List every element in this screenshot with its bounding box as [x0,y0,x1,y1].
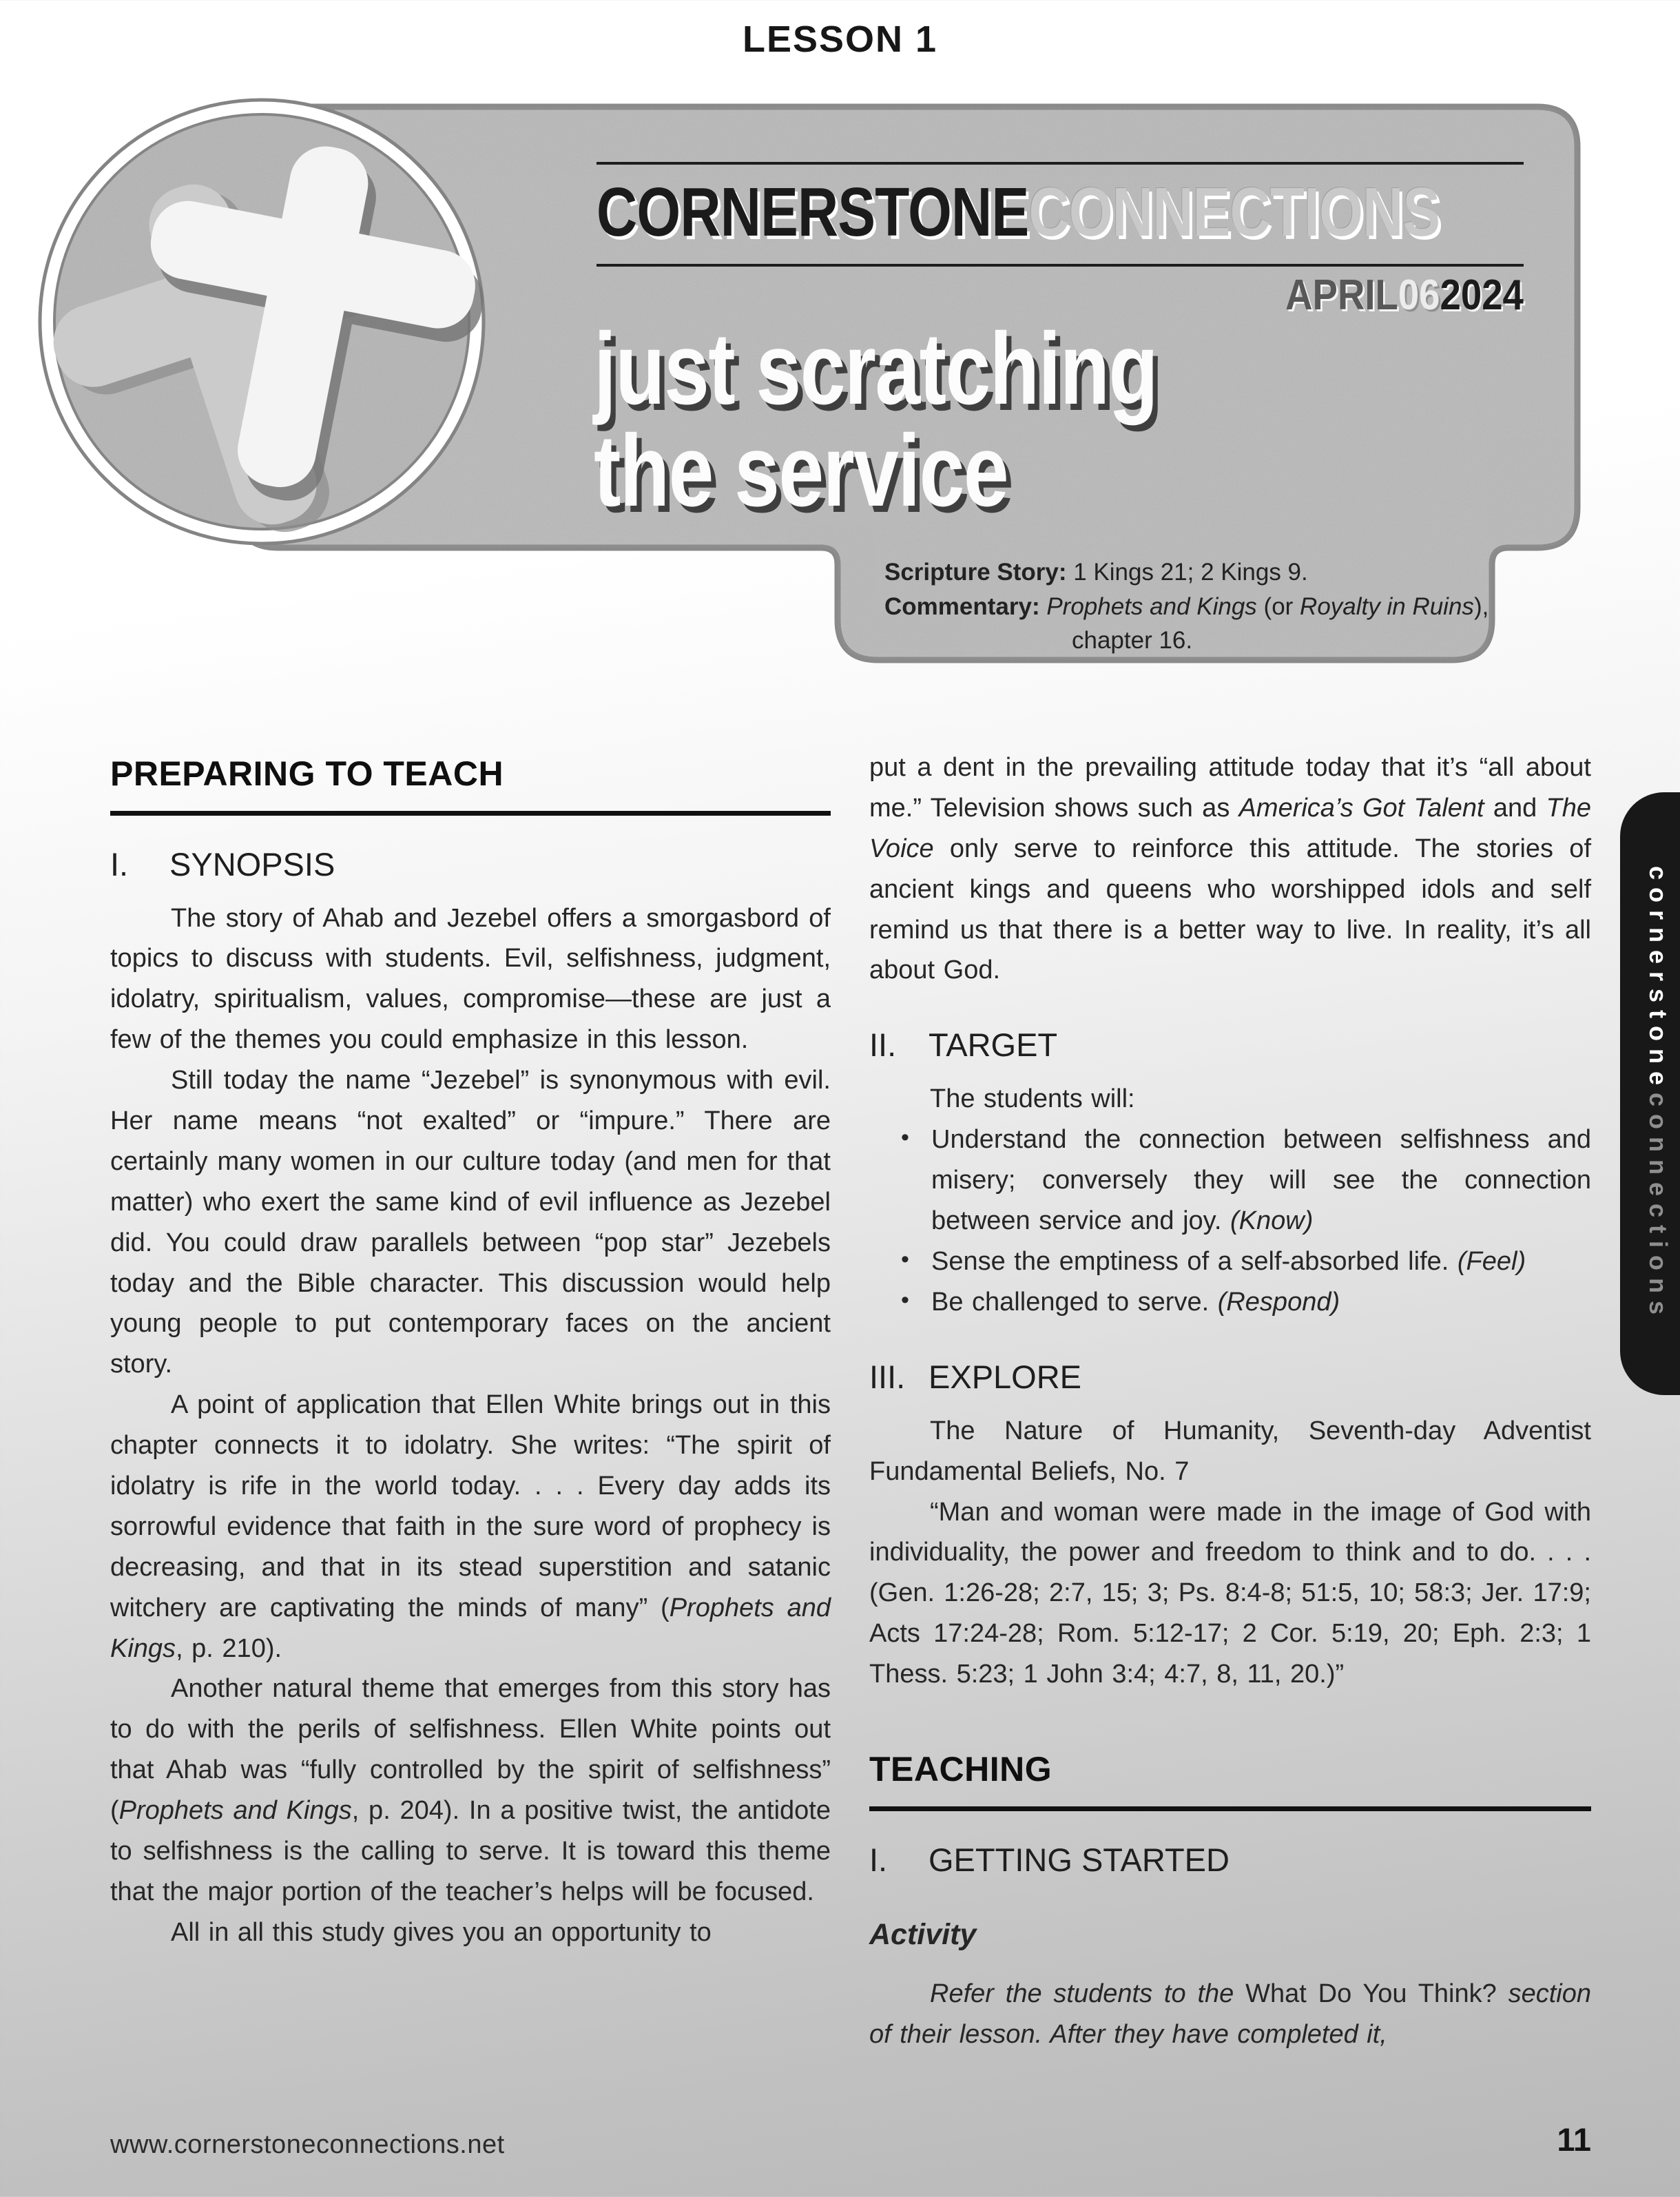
lesson-title [594,312,1158,528]
brand-wordmark [597,174,1440,251]
bullet-item: • Understand the connection between selfishness and misery; conversely they will see the connection between service and joy. (Know) [901,1124,1591,1236]
issue-month: APRIL [1285,271,1398,319]
paragraph: “Man and woman were made in the image of God with individuality, the power and freedom to think and to do. . . . (Gen. 1:26-28; 2:7, 15; 3; Ps. 8:4-8; 51:5, 10; 58:3; Jer. 17:9; Acts 17:24-28; Rom. 5:12-17; 2 Cor. 5:19, 20; Eph. 2:3; 1 Thess. 5:23; 1 John 3:4; 4:7, 8, 11, 20.)” [869,1497,1591,1689]
reference-line: chapter 16. [1072,627,1193,654]
paragraph: The Nature of Humanity, Seventh-day Adventist Fundamental Beliefs, No. 7 [869,1416,1591,1486]
reference-line: Commentary: Prophets and Kings (or Royalty in Ruins), [884,592,1489,620]
side-tab-label [1643,865,1672,1321]
paragraph: All in all this study gives you an opportunity to [171,1917,712,1947]
paragraph: A point of application that Ellen White brings out in this chapter connects it to idolatry. She writes: “The spirit of idolatry is rife in the world today. . . . Every day adds its sorrowful evidence that faith in the sure word of prophecy is decreasing, and that in its stead superstition and satanic witchery are captivating the minds of many” (Prophets and Kings, p. 210). [110,1390,831,1663]
subsection-heading: Activity [869,1917,977,1951]
paragraph: The story of Ahab and Jezebel offers a smorgasbord of topics to discuss with students. Evil, selfishness, judgment, idolatry, spiritualism, values, compromise—these are just a few of the themes you could emphasize in this lesson. [110,903,831,1055]
lesson-title-line2: the service [594,414,1008,528]
banner-rule-bottom [597,264,1524,267]
right-column [869,747,1591,2055]
footer-url: www.cornerstoneconnections.net [110,2130,505,2159]
paragraph: Another natural theme that emerges from this story has to do with the perils of selfishness. Ellen White points out that Ahab was “fully controlled by the spirit of selfishness” (Prophets and Kings, p. 204). In a positive twist, the antidote to selfishness is the calling to serve. It is toward this theme that the major portion of the teacher’s helps will be focused. [110,1674,831,1906]
brand-cornerstone: CORNERSTONE [597,174,1029,251]
lesson-title-line1: just scratching [594,312,1158,426]
issue-year: 2024 [1440,271,1524,319]
side-tab-connections: connections [1644,1092,1672,1322]
brand-connections: CONNECTIONS [1028,174,1440,251]
bullet-item: • Sense the emptiness of a self-absorbed life. (Feel) [901,1246,1526,1276]
lesson-label: LESSON 1 [742,19,938,60]
side-tab [1620,792,1680,1395]
left-column [110,747,831,1953]
section-heading: I. SYNOPSIS [110,845,335,883]
paragraph: put a dent in the prevailing attitude today that it’s “all about me.” Television shows such as America’s Got Talent and The Voice only serve to reinforce this attitude. The stories of ancient kings and queens who worshipped idols and self remind us that there is a better way to live. In reality, it’s all about God. [869,753,1591,985]
issue-day: 06 [1398,271,1440,319]
section-heading: I. GETTING STARTED [869,1841,1230,1878]
bullet-item: • Be challenged to serve. (Respond) [901,1286,1340,1317]
issue-date [1285,271,1524,319]
paragraph: Still today the name “Jezebel” is synonymous with evil. Her name means “not exalted” or “impure.” There are certainly many women in our culture today (and men for that matter) who exert the same kind of evil influence as Jezebel did. You could draw parallels between “pop star” Jezebels today and the Bible character. This discussion would help young people to put contemporary faces on the ancient story. [110,1066,831,1379]
side-tab-cornerstone: cornerstone [1644,865,1672,1093]
page-number: 11 [1557,2121,1591,2158]
section-heading: III. EXPLORE [869,1358,1082,1395]
paragraph: Refer the students to the What Do You Think? section of their lesson. After they have completed it, [869,1979,1591,2050]
reference-line: Scripture Story: 1 Kings 21; 2 Kings 9. [884,559,1308,586]
reference-label: Commentary: [884,592,1047,620]
reference-label: Scripture Story: [884,559,1074,586]
banner-rule-top [597,162,1524,165]
section-header: PREPARING TO TEACH [110,747,831,816]
section-heading: II. TARGET [869,1027,1058,1064]
paragraph: The students will: [930,1084,1135,1114]
section-header: TEACHING [869,1743,1591,1811]
scripture-references [884,555,1489,658]
